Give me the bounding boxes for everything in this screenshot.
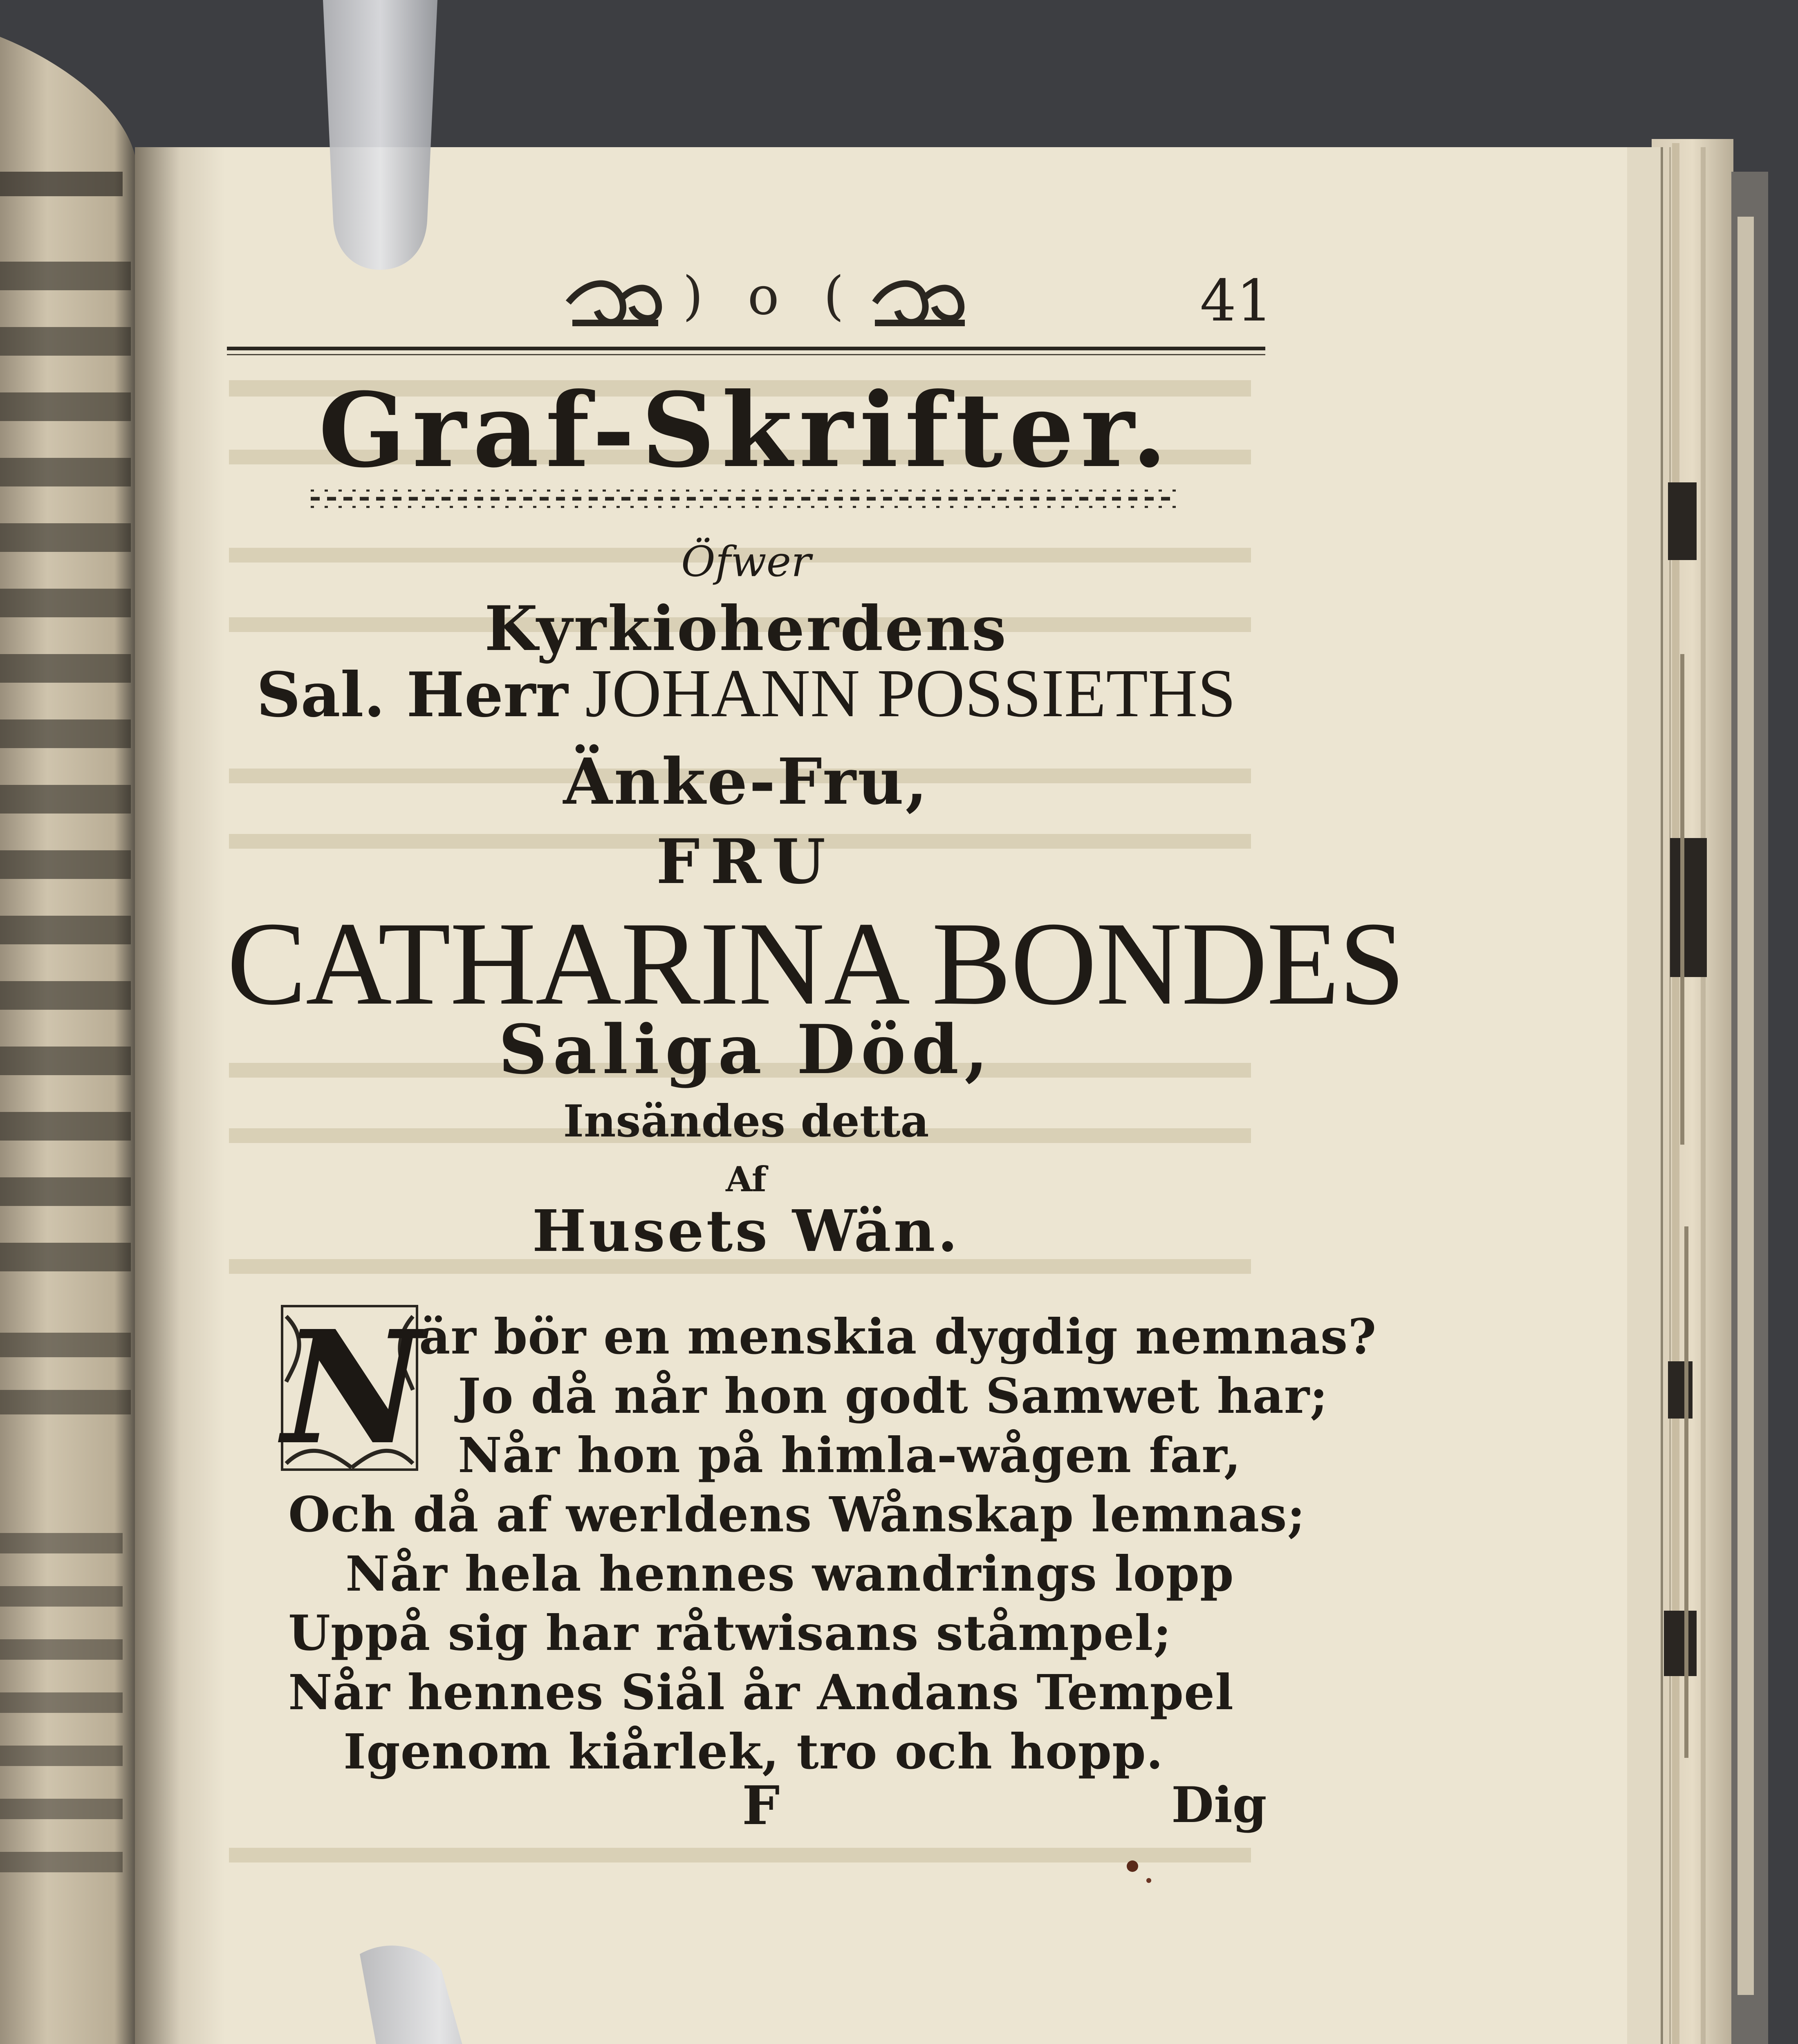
poem-line: är bör en menskia dygdig nemnas? xyxy=(419,1308,1377,1365)
heading-line-name xyxy=(227,654,1265,733)
head-left-flourish xyxy=(568,284,659,323)
poem-line: Och då af werldens Wånskap lemnas; xyxy=(288,1486,1306,1543)
catchword: Dig xyxy=(1171,1776,1267,1834)
page-title: Graf-Skrifter. xyxy=(318,370,1174,490)
title-ornament-band xyxy=(311,491,1177,507)
heading-johann-possieths: JOHANN POSSIETHS xyxy=(585,655,1236,731)
poem-line: Når hela hennes wandrings lopp xyxy=(345,1545,1234,1602)
poem-line: Igenom kiårlek, tro och hopp. xyxy=(343,1723,1164,1780)
heading-line-insandes: Insändes detta xyxy=(563,1096,929,1147)
heading-line-husets-wan: Husets Wän. xyxy=(532,1198,960,1265)
head-rule-thin xyxy=(227,354,1265,355)
heading-line-ofwer: Öfwer xyxy=(681,538,811,586)
heading-line-saliga-dod: Saliga Död, xyxy=(498,1010,994,1089)
poem-line: Jo då når hon godt Samwet har; xyxy=(458,1367,1328,1424)
poem-line: Uppå sig har råtwisans ståmpel; xyxy=(288,1605,1172,1661)
poem-line: Når hon på himla-wågen far, xyxy=(458,1427,1242,1484)
heading-line-af: Af xyxy=(726,1159,767,1199)
page-number: 41 xyxy=(1200,268,1273,334)
head-rule xyxy=(227,347,1265,350)
heading-line-catharina-bondes: CATHARINA BONDES xyxy=(227,898,1405,1030)
dropcap xyxy=(282,1296,424,1479)
signature-mark: F xyxy=(742,1774,780,1837)
poem-line: Når hennes Siål år Andans Tempel xyxy=(288,1664,1234,1721)
dropcap-letter: N xyxy=(282,1296,424,1479)
head-right-flourish xyxy=(875,284,965,323)
heading-sal-herr: Sal. Herr xyxy=(256,659,568,731)
running-head: ) o ( xyxy=(683,266,858,327)
heading-line-kyrkioherdens: Kyrkioherdens xyxy=(484,593,1008,665)
heading-line-fru: FRU xyxy=(656,826,836,898)
heading-line-anke-fru: Änke-Fru, xyxy=(563,744,929,819)
